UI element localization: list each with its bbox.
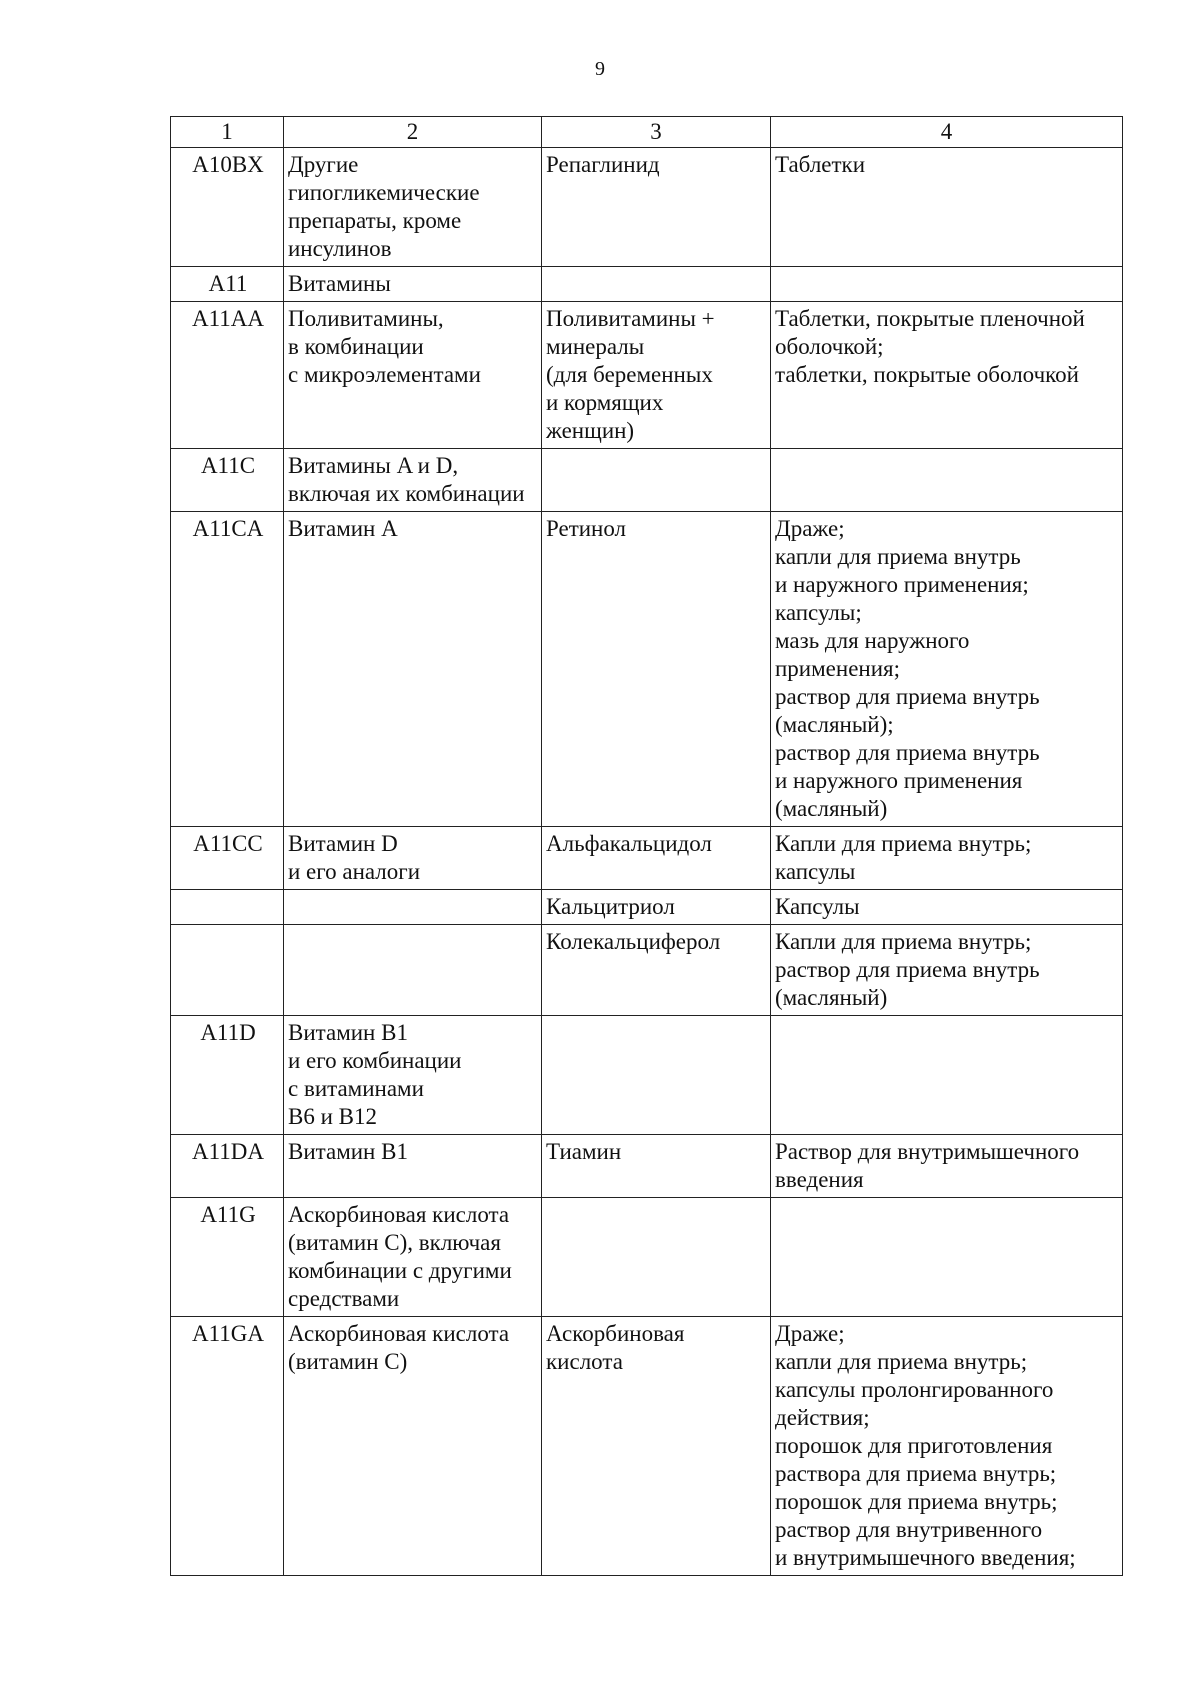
dosage-form-line: (масляный) [775,985,888,1010]
group-name-line: препараты, кроме [288,208,462,233]
group-name-cell [284,827,542,890]
dosage-form-line: раствор для приема внутрь [775,684,1040,709]
dosage-form-line: Таблетки [775,152,866,177]
group-name-line: гипогликемические [288,180,480,205]
dosage-form-line: Раствор для внутримышечного [775,1139,1080,1164]
dosage-form-line: введения [775,1167,864,1192]
substance-cell [542,267,771,302]
table-body [171,148,1123,1576]
table-row [171,512,1123,827]
group-name-line: Витамин B1 [288,1139,408,1164]
substance-cell [542,1198,771,1317]
dosage-form-line: и наружного применения; [775,572,1029,597]
dosage-form-line: порошок для приема внутрь; [775,1489,1058,1514]
group-name-cell [284,512,542,827]
table-row [171,827,1123,890]
group-name-cell [284,148,542,267]
group-name-line: Витамин D [288,831,398,856]
atc-code-cell: A11DA [171,1135,284,1198]
substance-cell [542,148,771,267]
substance-line: Колекальциферол [546,929,721,954]
substance-line: Ретинол [546,516,627,541]
dosage-form-line: Капли для приема внутрь; [775,929,1032,954]
group-name-line: в комбинации [288,334,424,359]
dosage-form-line: раствор для приема внутрь [775,740,1040,765]
table-row [171,1198,1123,1317]
column-header-1: 1 [171,117,284,148]
group-name-line: Витамины [288,271,391,296]
group-name-cell [284,890,542,925]
atc-code-cell: A11AA [171,302,284,449]
table-row [171,302,1123,449]
substance-cell [542,449,771,512]
substance-line: Кальцитриол [546,894,675,919]
group-name-cell [284,1016,542,1135]
dosage-form-line: Капли для приема внутрь; [775,831,1032,856]
dosage-form-cell [771,890,1123,925]
substance-line: Поливитамины + [546,306,715,331]
dosage-form-cell [771,267,1123,302]
substance-cell [542,512,771,827]
group-name-line: комбинации с другими [288,1258,512,1283]
dosage-form-line: (масляный) [775,796,888,821]
dosage-form-line: порошок для приготовления [775,1433,1053,1458]
atc-code-cell: A10BX [171,148,284,267]
substance-cell [542,925,771,1016]
group-name-cell [284,302,542,449]
substance-cell [542,890,771,925]
dosage-form-line: таблетки, покрытые оболочкой [775,362,1079,387]
dosage-form-line: раствора для приема внутрь; [775,1461,1057,1486]
substance-cell [542,827,771,890]
substance-line: минералы [546,334,645,359]
table-row [171,925,1123,1016]
substance-line: женщин) [546,418,635,443]
group-name-cell [284,1135,542,1198]
atc-code-cell [171,925,284,1016]
substance-line: (для беременных [546,362,713,387]
atc-code-cell: A11CA [171,512,284,827]
group-name-line: Другие [288,152,359,177]
dosage-form-line: (масляный); [775,712,894,737]
substance-line: Альфакальцидол [546,831,712,856]
table-row [171,890,1123,925]
table-row [171,1317,1123,1576]
dosage-form-line: капсулы пролонгированного [775,1377,1054,1402]
dosage-form-line: капсулы; [775,600,862,625]
group-name-line: (витамин C) [288,1349,408,1374]
dosage-form-cell [771,1317,1123,1576]
table-header-row [171,117,1123,148]
group-name-line: с микроэлементами [288,362,481,387]
group-name-line: Витамины A и D, [288,453,459,478]
group-name-line: включая их комбинации [288,481,525,506]
dosage-form-cell [771,512,1123,827]
group-name-line: и его аналоги [288,859,421,884]
group-name-line: и его комбинации [288,1048,462,1073]
substance-line: кислота [546,1349,623,1374]
substance-line: Тиамин [546,1139,622,1164]
substance-cell [542,1016,771,1135]
dosage-form-line: и внутримышечного введения; [775,1545,1076,1570]
group-name-line: B6 и B12 [288,1104,377,1129]
group-name-cell [284,267,542,302]
atc-code-cell: A11CC [171,827,284,890]
atc-code-cell [171,890,284,925]
group-name-line: Аскорбиновая кислота [288,1202,510,1227]
group-name-line: инсулинов [288,236,392,261]
substance-line: Репаглинид [546,152,660,177]
dosage-form-cell [771,827,1123,890]
atc-code-cell: A11GA [171,1317,284,1576]
dosage-form-line: и наружного применения [775,768,1023,793]
atc-code-cell: A11 [171,267,284,302]
dosage-form-line: применения; [775,656,900,681]
dosage-form-line: Таблетки, покрытые пленочной [775,306,1085,331]
group-name-line: (витамин C), включая [288,1230,501,1255]
dosage-form-cell [771,449,1123,512]
dosage-form-line: действия; [775,1405,870,1430]
group-name-line: с витаминами [288,1076,424,1101]
dosage-form-line: Драже; [775,1321,845,1346]
dosage-form-cell [771,1016,1123,1135]
group-name-cell [284,449,542,512]
dosage-form-cell [771,1135,1123,1198]
group-name-line: Витамин A [288,516,398,541]
dosage-form-cell [771,302,1123,449]
page-number: 9 [595,58,605,80]
column-header-2: 2 [284,117,542,148]
group-name-cell [284,1317,542,1576]
group-name-cell [284,1198,542,1317]
table-row [171,267,1123,302]
group-name-line: Витамин B1 [288,1020,408,1045]
dosage-form-line: раствор для приема внутрь [775,957,1040,982]
group-name-line: средствами [288,1286,400,1311]
table-row [171,1016,1123,1135]
dosage-form-cell [771,925,1123,1016]
dosage-form-line: Драже; [775,516,845,541]
group-name-cell [284,925,542,1016]
substance-cell [542,1317,771,1576]
column-header-3: 3 [542,117,771,148]
dosage-form-cell [771,148,1123,267]
drug-table [170,116,1123,1576]
group-name-line: Поливитамины, [288,306,444,331]
dosage-form-line: оболочкой; [775,334,884,359]
dosage-form-line: капсулы [775,859,856,884]
substance-cell [542,1135,771,1198]
table-row [171,148,1123,267]
group-name-line: Аскорбиновая кислота [288,1321,510,1346]
atc-code-cell: A11C [171,449,284,512]
table-row [171,1135,1123,1198]
atc-code-cell: A11D [171,1016,284,1135]
dosage-form-line: Капсулы [775,894,860,919]
dosage-form-line: капли для приема внутрь; [775,1349,1028,1374]
substance-line: и кормящих [546,390,664,415]
dosage-form-line: капли для приема внутрь [775,544,1021,569]
atc-code-cell: A11G [171,1198,284,1317]
dosage-form-line: мазь для наружного [775,628,970,653]
dosage-form-cell [771,1198,1123,1317]
column-header-4: 4 [771,117,1123,148]
dosage-form-line: раствор для внутривенного [775,1517,1043,1542]
substance-line: Аскорбиновая [546,1321,685,1346]
substance-cell [542,302,771,449]
table-row [171,449,1123,512]
